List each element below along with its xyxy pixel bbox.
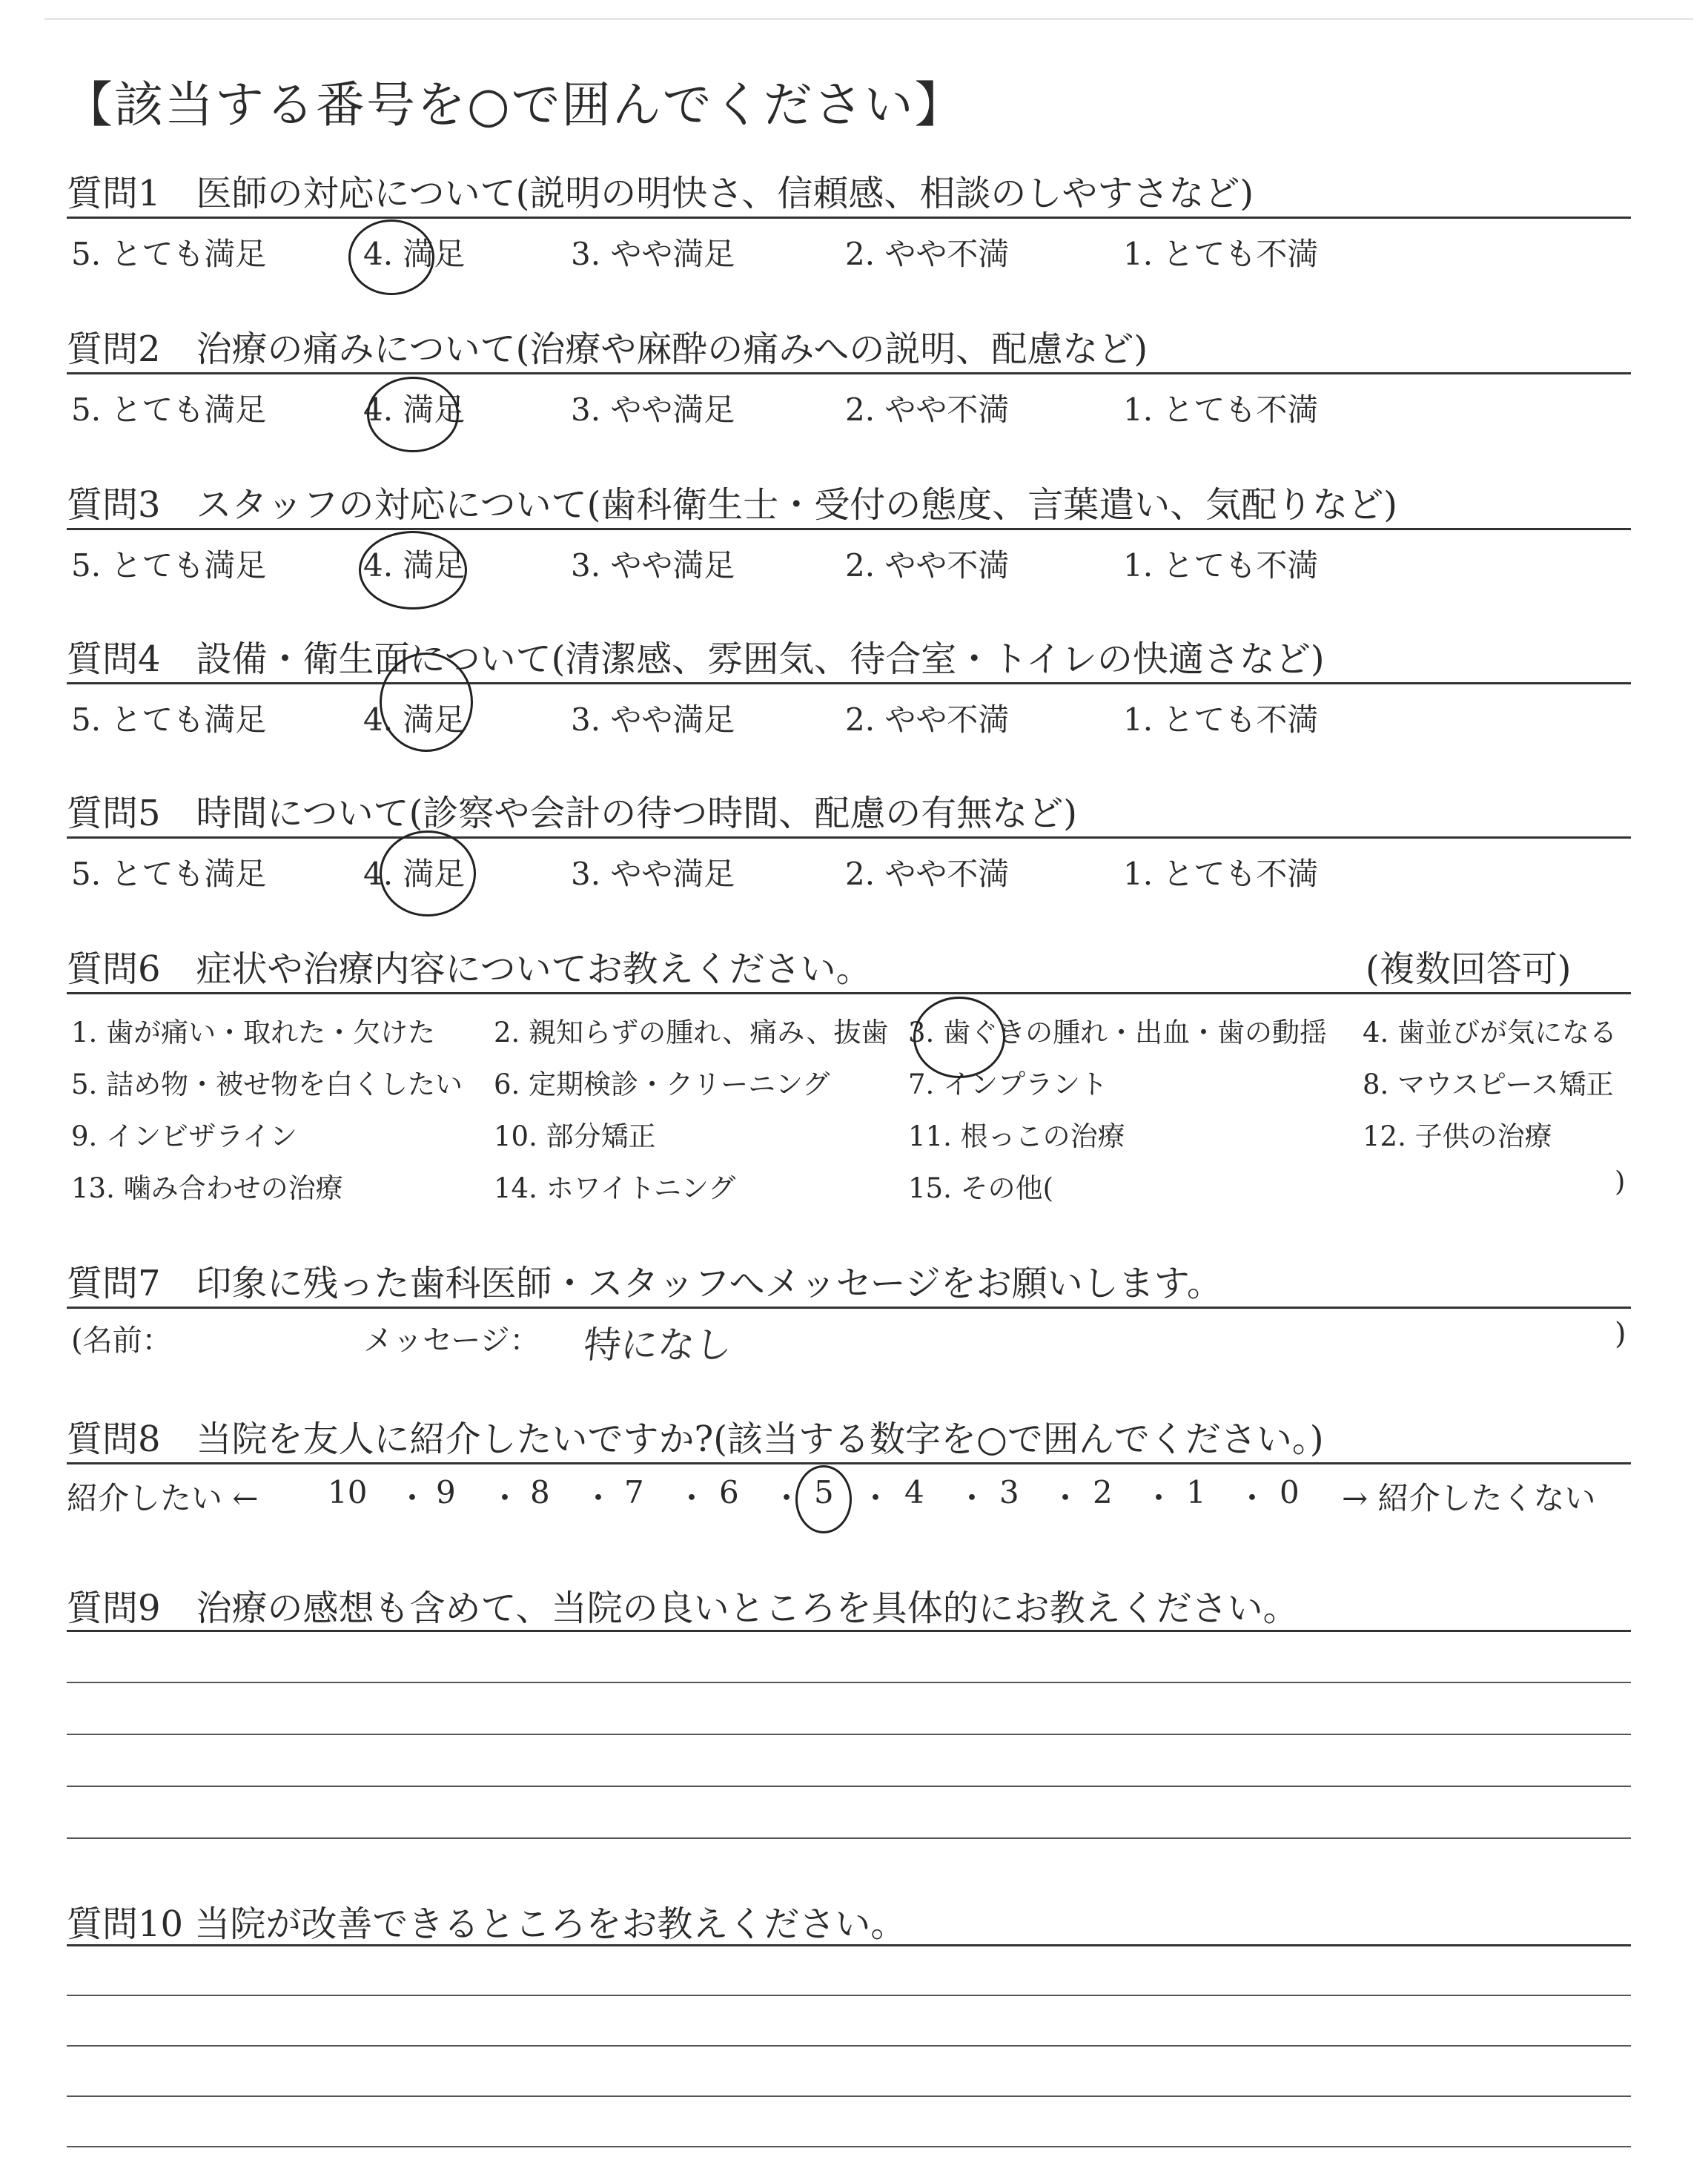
- q8-sep: ・: [771, 1480, 803, 1516]
- q1-option-4[interactable]: 4. 満足: [363, 236, 466, 272]
- q4-option-4[interactable]: 4. 満足: [363, 701, 466, 738]
- q6-rule: [67, 992, 1631, 994]
- q7-message-label: メッセージ：: [363, 1324, 540, 1358]
- q4-option-3[interactable]: 3. やや満足: [571, 701, 735, 738]
- q8-scale-5[interactable]: 5: [814, 1474, 834, 1510]
- q5-option-4[interactable]: 4. 満足: [363, 856, 466, 892]
- q5-option-5[interactable]: 5. とても満足: [71, 856, 267, 892]
- q10-answer-line[interactable]: [67, 2095, 1631, 2097]
- q8-title: 質問8 当院を友人に紹介したいですか?(該当する数字を○で囲んでください。): [67, 1418, 1324, 1460]
- q8-rule: [67, 1462, 1631, 1464]
- q2-option-5[interactable]: 5. とても満足: [71, 392, 267, 428]
- q6-item-2[interactable]: 2. 親知らずの腫れ、痛み、抜歯: [494, 1017, 889, 1048]
- q8-scale-8[interactable]: 8: [530, 1474, 550, 1510]
- q9-answer-line[interactable]: [67, 1837, 1631, 1839]
- q5-option-1[interactable]: 1. とても不満: [1123, 856, 1319, 892]
- q6-item-6[interactable]: 6. 定期検診・クリーニング: [494, 1069, 830, 1100]
- q4-option-1[interactable]: 1. とても不満: [1123, 701, 1319, 738]
- q3-option-5[interactable]: 5. とても満足: [71, 547, 267, 584]
- q2-option-2[interactable]: 2. やや不満: [845, 392, 1010, 428]
- q8-scale-7[interactable]: 7: [624, 1474, 644, 1510]
- q5-option-3[interactable]: 3. やや満足: [571, 856, 735, 892]
- q8-scale-9[interactable]: 9: [436, 1474, 456, 1510]
- q9-rule: [67, 1630, 1631, 1632]
- page-heading: 【該当する番号を○で囲んでください】: [64, 76, 965, 133]
- q6-item-7[interactable]: 7. インプラント: [908, 1069, 1108, 1100]
- q3-rule: [67, 528, 1631, 530]
- q8-scale-3[interactable]: 3: [999, 1474, 1019, 1510]
- q7-title: 質問7 印象に残った歯科医師・スタッフへメッセージをお願いします。: [67, 1263, 1222, 1304]
- q4-title: 質問4 設備・衛生面について(清潔感、雰囲気、待合室・トイレの快適さなど): [67, 638, 1325, 680]
- q9-title: 質問9 治療の感想も含めて、当院の良いところを具体的にお教えください。: [67, 1588, 1299, 1629]
- q6-multiple-answer-note: (複数回答可): [1366, 948, 1572, 990]
- q3-option-4[interactable]: 4. 満足: [363, 547, 466, 584]
- q4-selection-circle: [380, 653, 473, 752]
- q5-rule: [67, 836, 1631, 839]
- q9-answer-line[interactable]: [67, 1682, 1631, 1683]
- q2-option-3[interactable]: 3. やや満足: [571, 392, 735, 428]
- q3-title: 質問3 スタッフの対応について(歯科衛生士・受付の態度、言葉遣い、気配りなど): [67, 484, 1398, 526]
- q8-sep: ・: [860, 1480, 892, 1516]
- q2-selection-circle: [367, 377, 459, 452]
- q6-item-4[interactable]: 4. 歯並びが気になる: [1363, 1017, 1618, 1048]
- q8-sep: ・: [583, 1480, 615, 1516]
- q5-title: 質問5 時間について(診察や会計の待つ時間、配慮の有無など): [67, 793, 1078, 834]
- q10-answer-line[interactable]: [67, 1995, 1631, 1996]
- q6-item-11[interactable]: 11. 根っこの治療: [908, 1120, 1125, 1152]
- q8-sep: ・: [1050, 1480, 1082, 1516]
- q10-answer-line[interactable]: [67, 2045, 1631, 2047]
- q6-item-1[interactable]: 1. 歯が痛い・取れた・欠けた: [71, 1017, 436, 1048]
- q9-answer-line[interactable]: [67, 1734, 1631, 1735]
- q4-option-2[interactable]: 2. やや不満: [845, 701, 1010, 738]
- q4-option-5[interactable]: 5. とても満足: [71, 701, 267, 738]
- q8-scale-6[interactable]: 6: [719, 1474, 739, 1510]
- q8-sep: ・: [489, 1480, 521, 1516]
- q1-option-1[interactable]: 1. とても不満: [1123, 236, 1319, 272]
- q8-sep: ・: [956, 1480, 988, 1516]
- q7-close-paren: ): [1615, 1317, 1626, 1351]
- q3-option-3[interactable]: 3. やや満足: [571, 547, 735, 584]
- q6-item-14[interactable]: 14. ホワイトニング: [494, 1172, 736, 1204]
- q8-sep: ・: [1237, 1480, 1268, 1516]
- q6-item-10[interactable]: 10. 部分矯正: [494, 1120, 656, 1152]
- q8-right-label: → 紹介したくない: [1342, 1480, 1596, 1516]
- q1-option-2[interactable]: 2. やや不満: [845, 236, 1010, 272]
- q3-option-1[interactable]: 1. とても不満: [1123, 547, 1319, 584]
- q6-item-13[interactable]: 13. 噛み合わせの治療: [71, 1172, 343, 1204]
- q3-option-2[interactable]: 2. やや不満: [845, 547, 1010, 584]
- q2-rule: [67, 372, 1631, 374]
- q6-item-15[interactable]: 15. その他(: [908, 1172, 1054, 1204]
- q7-name-label: (名前：: [71, 1324, 172, 1358]
- q10-answer-line[interactable]: [67, 2146, 1631, 2147]
- q10-title: 質問10 当院が改善できるところをお教えください。: [67, 1903, 907, 1945]
- q1-rule: [67, 217, 1631, 219]
- q6-selection-circle: [913, 997, 1005, 1078]
- q1-option-3[interactable]: 3. やや満足: [571, 236, 735, 272]
- q8-scale-4[interactable]: 4: [904, 1474, 924, 1510]
- q8-sep: ・: [1143, 1480, 1175, 1516]
- q6-item-5[interactable]: 5. 詰め物・被せ物を白くしたい: [71, 1069, 463, 1100]
- q8-scale-2[interactable]: 2: [1093, 1474, 1113, 1510]
- q1-selection-circle: [348, 219, 434, 295]
- q6-item-15-close: ): [1615, 1166, 1626, 1198]
- q8-sep: ・: [397, 1480, 428, 1516]
- q4-rule: [67, 682, 1631, 684]
- q6-item-12[interactable]: 12. 子供の治療: [1363, 1120, 1552, 1152]
- q9-answer-line[interactable]: [67, 1786, 1631, 1787]
- q6-item-3[interactable]: 3. 歯ぐきの腫れ・出血・歯の動揺: [908, 1017, 1328, 1048]
- q8-scale-10[interactable]: 10: [328, 1474, 368, 1510]
- q1-option-5[interactable]: 5. とても満足: [71, 236, 267, 272]
- q2-title: 質問2 治療の痛みについて(治療や麻酔の痛みへの説明、配慮など): [67, 328, 1148, 370]
- q2-option-1[interactable]: 1. とても不満: [1123, 392, 1319, 428]
- q5-option-2[interactable]: 2. やや不満: [845, 856, 1010, 892]
- q6-item-9[interactable]: 9. インビザライン: [71, 1120, 297, 1152]
- q7-handwritten-message[interactable]: 特になし: [581, 1324, 735, 1367]
- q7-rule: [67, 1307, 1631, 1309]
- q10-rule: [67, 1944, 1631, 1946]
- q8-scale-0[interactable]: 0: [1280, 1474, 1300, 1510]
- q3-selection-circle: [359, 531, 467, 610]
- q1-title: 質問1 医師の対応について(説明の明快さ、信頼感、相談のしやすさなど): [67, 173, 1254, 214]
- q5-selection-circle: [380, 830, 476, 916]
- q8-selection-circle: [795, 1465, 852, 1533]
- q8-scale-1[interactable]: 1: [1186, 1474, 1206, 1510]
- q6-item-8[interactable]: 8. マウスピース矯正: [1363, 1069, 1614, 1100]
- q6-title: 質問6 症状や治療内容についてお教えください。: [67, 948, 872, 990]
- top-border: [44, 18, 1693, 20]
- q8-left-label: 紹介したい ←: [67, 1480, 259, 1516]
- q8-sep: ・: [676, 1480, 708, 1516]
- q2-option-4[interactable]: 4. 満足: [363, 392, 466, 428]
